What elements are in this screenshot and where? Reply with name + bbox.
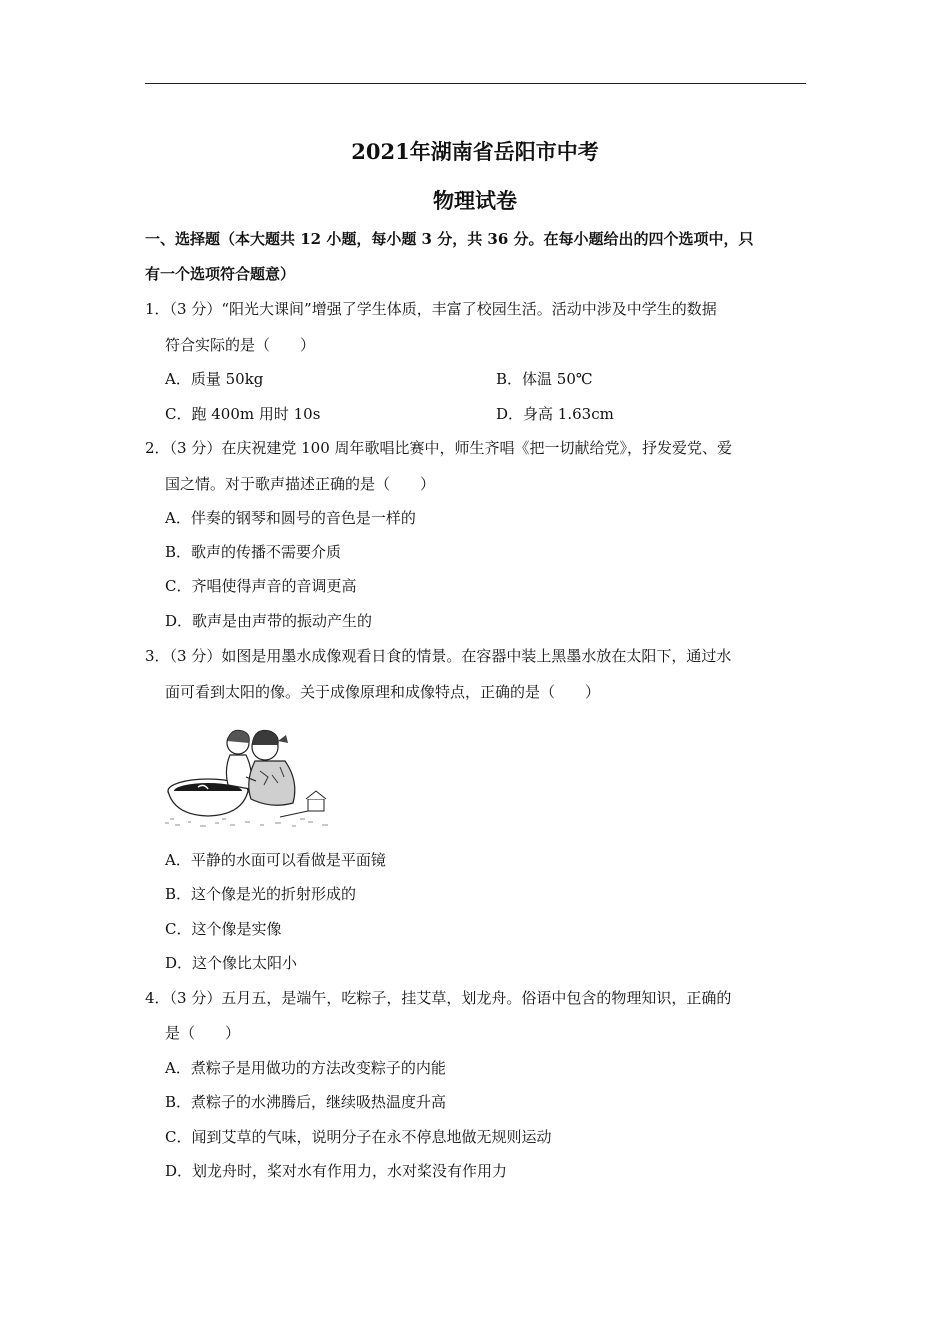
- question-4-option-c: C．闻到艾草的气味，说明分子在永不停息地做无规则运动: [165, 1128, 552, 1146]
- question-3-option-b: B．这个像是光的折射形成的: [165, 885, 357, 903]
- question-3-stem-line2: 面可看到太阳的像。关于成像原理和成像特点，正确的是（ ）: [165, 683, 601, 701]
- question-1-stem-line2: 符合实际的是（ ）: [165, 336, 316, 354]
- question-3-option-c: C．这个像是实像: [165, 920, 282, 938]
- question-1-option-a: A．质量 50kg: [165, 370, 264, 388]
- question-1-option-b: B．体温 50℃: [496, 370, 593, 388]
- question-4-stem-line1: 4．（3 分）五月五，是端午，吃粽子，挂艾草，划龙舟。俗语中包含的物理知识，正确的: [145, 989, 732, 1007]
- question-3-stem-line1: 3．（3 分）如图是用墨水成像观看日食的情景。在容器中装上黑墨水放在太阳下，通过水: [145, 647, 732, 665]
- question-4-option-b: B．煮粽子的水沸腾后，继续吸热温度升高: [165, 1093, 447, 1111]
- question-1-option-c: C．跑 400m 用时 10s: [165, 405, 321, 423]
- section-heading-line1: 一、选择题（本大题共 12 小题，每小题 3 分，共 36 分。在每小题给出的四个选项中，只: [145, 230, 754, 248]
- question-2-option-d: D．歌声是由声带的振动产生的: [165, 612, 373, 630]
- question-2-option-b: B．歌声的传播不需要介质: [165, 543, 342, 561]
- question-2-stem-line2: 国之情。对于歌声描述正确的是（ ）: [165, 475, 436, 493]
- question-4-option-d: D．划龙舟时，桨对水有作用力，水对桨没有作用力: [165, 1162, 508, 1180]
- question-4-stem-line2: 是（ ）: [165, 1024, 241, 1042]
- page-title: 2021年湖南省岳阳市中考: [351, 139, 599, 164]
- question-4-option-a: A．煮粽子是用做功的方法改变粽子的内能: [165, 1059, 446, 1077]
- question-2-option-a: A．伴奏的钢琴和圆号的音色是一样的: [165, 509, 416, 527]
- question-3-option-d: D．这个像比太阳小: [165, 954, 298, 972]
- question-2-stem-line1: 2．（3 分）在庆祝建党 100 周年歌唱比赛中，师生齐唱《把一切献给党》，抒发爱党、爱: [145, 439, 733, 457]
- page-subtitle: 物理试卷: [433, 188, 517, 213]
- header-rule: [145, 83, 806, 84]
- section-heading-line2: 有一个选项符合题意）: [145, 265, 296, 283]
- eclipse-basin-illustration: [160, 715, 340, 830]
- question-1-stem-line1: 1．（3 分）“阳光大课间”增强了学生体质，丰富了校园生活。活动中涉及中学生的数据: [145, 300, 717, 318]
- question-3-option-a: A．平静的水面可以看做是平面镜: [165, 851, 386, 869]
- question-1-option-d: D．身高 1.63cm: [496, 405, 614, 423]
- question-2-option-c: C．齐唱使得声音的音调更高: [165, 577, 357, 595]
